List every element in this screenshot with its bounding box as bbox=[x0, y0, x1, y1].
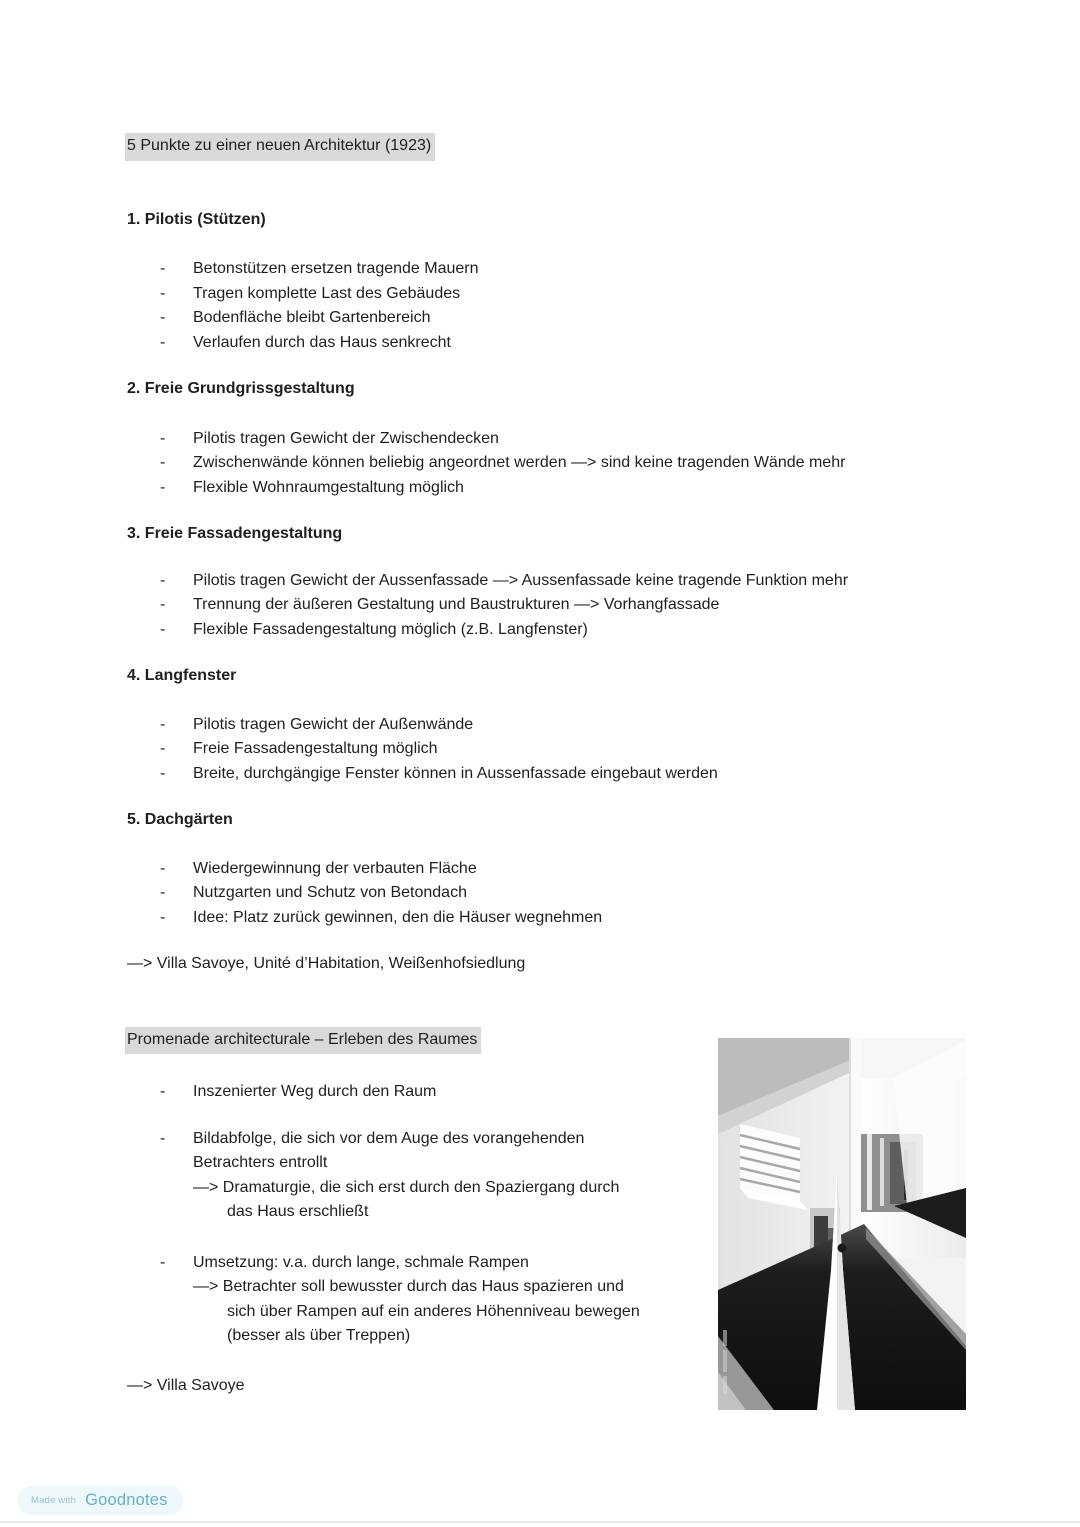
bullet-dash: - bbox=[160, 284, 166, 302]
bullet-dash: - bbox=[160, 740, 166, 757]
bullet-text: Inszenierter Weg durch den Raum bbox=[193, 1083, 437, 1100]
section-heading-pilotis: 1. Pilotis (Stützen) bbox=[127, 210, 266, 228]
bullet-text: Zwischenwände können beliebig angeordnet werden —> sind keine tragenden Wände mehr bbox=[193, 454, 846, 471]
bullet-dash: - bbox=[160, 884, 166, 901]
bullet-text: Verlaufen durch das Haus senkrecht bbox=[193, 333, 451, 351]
goodnotes-badge[interactable] bbox=[18, 1486, 183, 1514]
bullet-dash: - bbox=[160, 478, 166, 496]
ramp-photo-graphic bbox=[718, 1038, 966, 1410]
bullet-dash: - bbox=[160, 620, 166, 638]
list-item bbox=[127, 331, 1057, 356]
bullet-text: Tragen komplette Last des Gebäudes bbox=[193, 284, 461, 302]
list-item bbox=[127, 618, 1057, 643]
bullet-text: Trennung der äußeren Gestaltung und Baustrukturen —> Vorhangfassade bbox=[193, 596, 720, 613]
list-item bbox=[127, 906, 1057, 931]
arrow-note-continuation: das Haus erschließt bbox=[227, 1203, 369, 1220]
bullet-text: Bodenfläche bleibt Gartenbereich bbox=[193, 309, 431, 326]
bullet-list-grundriss bbox=[127, 427, 1057, 501]
section-heading-dachgaerten: 5. Dachgärten bbox=[127, 811, 233, 828]
bullet-continuation: Betrachters entrollt bbox=[193, 1154, 328, 1171]
badge-goodnotes-wordmark: Goodnotes bbox=[85, 1490, 168, 1509]
section-heading-fassade: 3. Freie Fassadengestaltung bbox=[127, 525, 343, 542]
list-item bbox=[127, 857, 1057, 882]
bullet-text: Pilotis tragen Gewicht der Aussenfassade —> Aussenfassade keine tragende Funktion mehr bbox=[193, 571, 849, 589]
list-item bbox=[127, 282, 1057, 307]
bullet-text: Freie Fassadengestaltung möglich bbox=[193, 740, 438, 757]
section-heading-grundriss: 2. Freie Grundgrissgestaltung bbox=[127, 380, 355, 397]
bullet-text: Umsetzung: v.a. durch lange, schmale Rampen bbox=[193, 1253, 529, 1271]
bullet-list-fassade bbox=[127, 569, 1057, 643]
bullet-text: Pilotis tragen Gewicht der Außenwände bbox=[193, 715, 474, 733]
list-item bbox=[127, 737, 1057, 762]
bullet-text: Betonstützen ersetzen tragende Mauern bbox=[193, 260, 479, 277]
bullet-text: Nutzgarten und Schutz von Betondach bbox=[193, 884, 467, 901]
arrow-note: —> Betrachter soll bewusster durch das Haus spazieren und bbox=[193, 1278, 624, 1295]
bullet-list-langfenster bbox=[127, 713, 1057, 787]
bullet-text: Idee: Platz zurück gewinnen, den die Häuser wegnehmen bbox=[193, 908, 603, 926]
examples-line: —> Villa Savoye, Unité d’Habitation, Weißenhofsiedlung bbox=[127, 955, 526, 972]
arrow-note-continuation: sich über Rampen auf ein anderes Höhenniveau bewegen bbox=[227, 1302, 640, 1320]
bullet-dash: - bbox=[160, 454, 166, 471]
page-title-highlight: 5 Punkte zu einer neuen Architektur (1923) bbox=[125, 133, 435, 161]
promenade-footer-line: —> Villa Savoye bbox=[127, 1376, 245, 1394]
bullet-dash: - bbox=[160, 260, 166, 277]
bullet-text: Breite, durchgängige Fenster können in Aussenfassade eingebaut werden bbox=[193, 764, 718, 782]
bullet-dash: - bbox=[160, 908, 166, 926]
bullet-dash: - bbox=[160, 1253, 166, 1271]
bullet-text: Pilotis tragen Gewicht der Zwischendecken bbox=[193, 429, 499, 447]
bullet-text: Wiedergewinnung der verbauten Fläche bbox=[193, 859, 477, 877]
list-item bbox=[127, 569, 1057, 594]
list-item bbox=[127, 476, 1057, 501]
promenade-heading-highlight: Promenade architecturale – Erleben des Raumes bbox=[125, 1027, 481, 1055]
bullet-list-dachgaerten bbox=[127, 857, 1057, 931]
list-item bbox=[127, 306, 1057, 331]
arrow-note: —> Dramaturgie, die sich erst durch den Spaziergang durch bbox=[193, 1178, 620, 1196]
bullet-dash: - bbox=[160, 715, 166, 733]
villa-savoye-ramp-photo bbox=[718, 1038, 966, 1410]
bullet-dash: - bbox=[160, 596, 166, 613]
arrow-note-continuation: (besser als über Treppen) bbox=[227, 1327, 411, 1344]
page-bottom-divider bbox=[0, 1521, 1080, 1523]
badge-made-with-label: Made with bbox=[31, 1494, 77, 1506]
bullet-text: Bildabfolge, die sich vor dem Auge des vorangehenden bbox=[193, 1129, 585, 1147]
bullet-dash: - bbox=[160, 859, 166, 877]
bullet-dash: - bbox=[160, 571, 166, 589]
list-item bbox=[127, 451, 1057, 476]
bullet-dash: - bbox=[160, 764, 166, 782]
list-item bbox=[127, 881, 1057, 906]
bullet-text: Flexible Fassadengestaltung möglich (z.B. Langfenster) bbox=[193, 620, 588, 638]
page-title bbox=[127, 133, 1057, 161]
list-item bbox=[127, 257, 1057, 282]
list-item bbox=[127, 427, 1057, 452]
list-item bbox=[127, 713, 1057, 738]
section-heading-langfenster: 4. Langfenster bbox=[127, 667, 237, 684]
list-item bbox=[127, 762, 1057, 787]
bullet-list-pilotis bbox=[127, 257, 1057, 355]
bullet-dash: - bbox=[160, 1129, 166, 1147]
bullet-dash: - bbox=[160, 333, 166, 351]
photo-credit-strip bbox=[723, 1330, 727, 1394]
list-item bbox=[127, 593, 1057, 618]
bullet-dash: - bbox=[160, 1083, 166, 1100]
bullet-text: Flexible Wohnraumgestaltung möglich bbox=[193, 478, 464, 496]
bullet-dash: - bbox=[160, 309, 166, 326]
bullet-dash: - bbox=[160, 429, 166, 447]
